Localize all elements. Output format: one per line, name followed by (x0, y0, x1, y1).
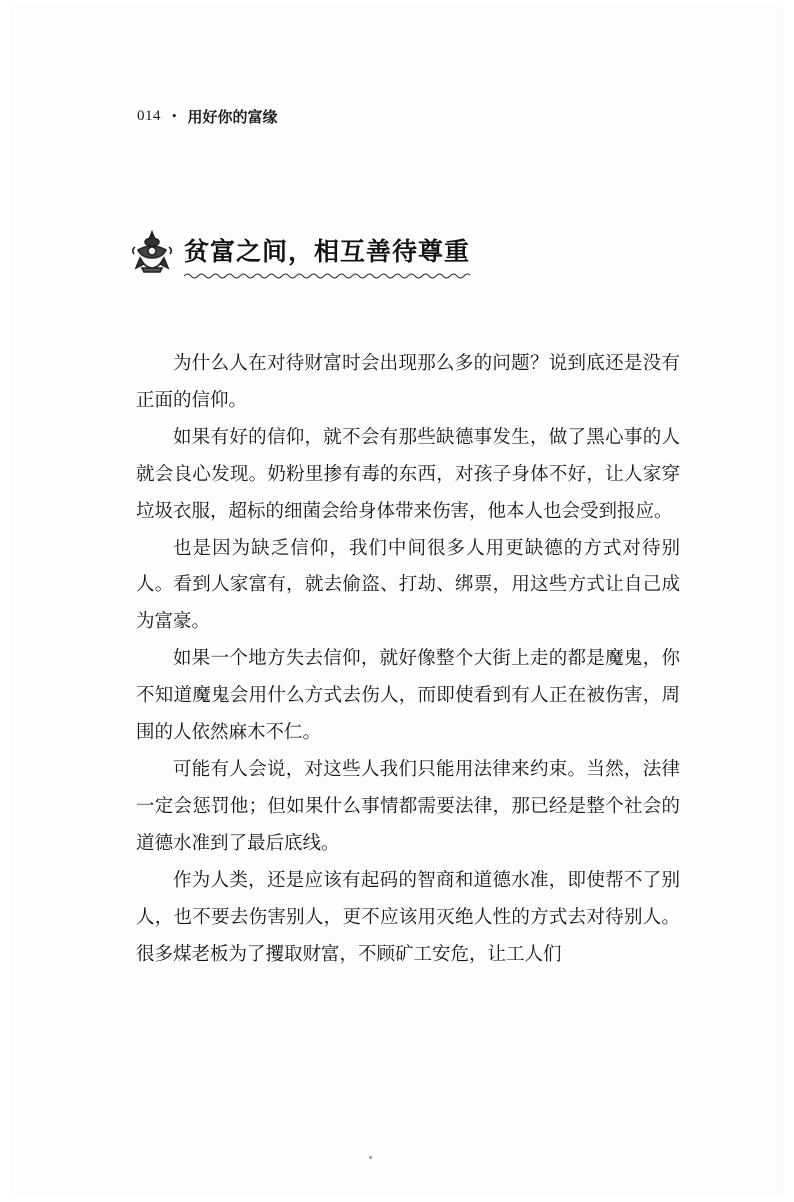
chapter-title: 贫富之间，相互善待尊重 (184, 236, 471, 266)
header-separator: • (171, 110, 178, 123)
page-number: 014 (137, 108, 161, 124)
chapter-heading (128, 228, 470, 281)
scan-speck (369, 1156, 372, 1159)
paragraph: 作为人类，还是应该有起码的智商和道德水准，即使帮不了别人，也不要去伤害别人，更不应该用灭绝人性的方式去对待别人。很多煤老板为了攫取财富，不顾矿工安危，让工人们 (136, 869, 680, 965)
wavy-underline (184, 272, 470, 280)
body-text (136, 346, 680, 973)
paragraph: 可能有人会说，对这些人我们只能用法律来约束。当然，法律一定会惩罚他；但如果什么事情都需要法律，那已经是整个社会的道德水准到了最后底线。 (136, 758, 680, 854)
book-page (12, 8, 782, 1194)
running-header (137, 106, 278, 127)
paragraph: 如果一个地方失去信仰，就好像整个大街上走的都是魔鬼，你不知道魔鬼会用什么方式去伤人，而即使看到有人正在被伤害，周围的人依然麻木不仁。 (136, 648, 680, 744)
dharma-wheel-ornament-icon (128, 228, 184, 281)
paragraph: 也是因为缺乏信仰，我们中间很多人用更缺德的方式对待别人。看到人家富有，就去偷盗、打劫、绑票，用这些方式让自己成为富豪。 (136, 537, 680, 633)
paragraph: 如果有好的信仰，就不会有那些缺德事发生，做了黑心事的人就会良心发现。奶粉里掺有毒的东西，对孩子身体不好，让人家穿垃圾衣服，超标的细菌会给身体带来伤害，他本人也会受到报应。 (136, 426, 680, 522)
book-title: 用好你的富缘 (187, 108, 278, 126)
paragraph: 为什么人在对待财富时会出现那么多的问题？说到底还是没有正面的信仰。 (136, 353, 680, 411)
